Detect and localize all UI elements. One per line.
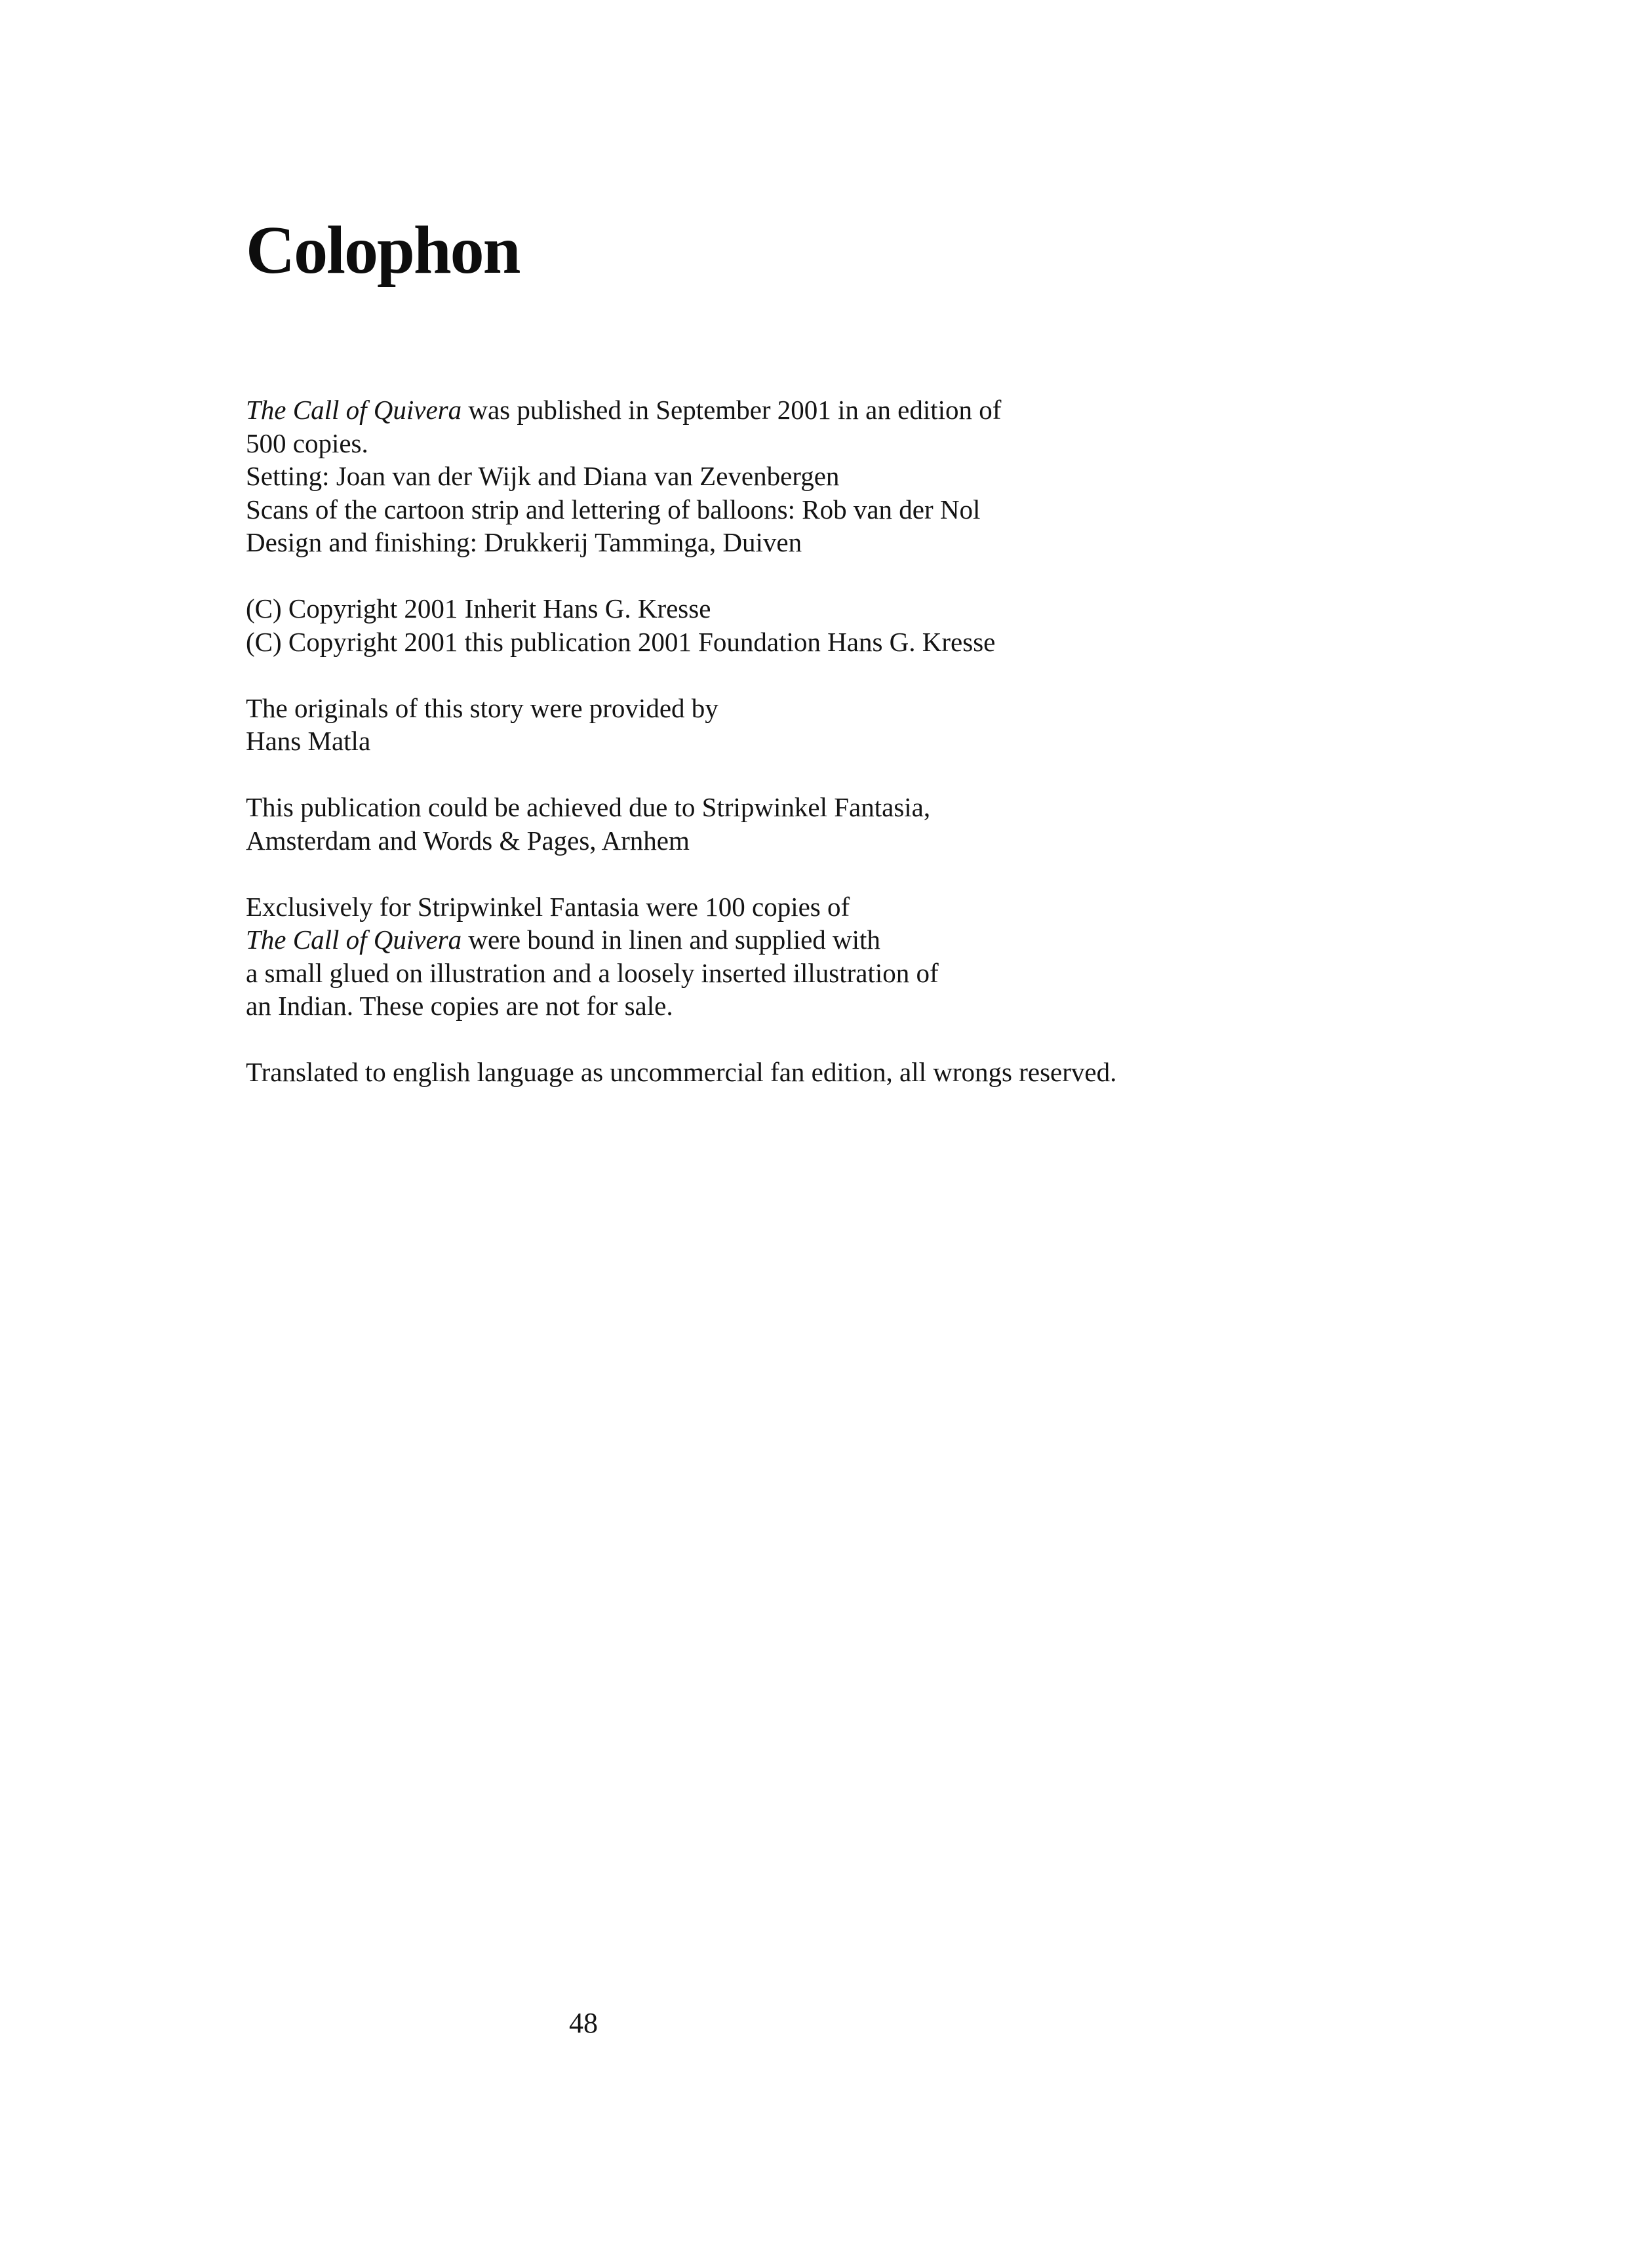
colophon-body bbox=[246, 393, 1491, 1122]
text-line: a small glued on illustration and a loosely inserted illustration of bbox=[246, 957, 939, 988]
text-line: The Call of Quivera were bound in linen and supplied with bbox=[246, 924, 880, 955]
text-line: Exclusively for Stripwinkel Fantasia were 100 copies of bbox=[246, 891, 850, 922]
text-line: Translated to english language as uncommercial fan edition, all wrongs reserved. bbox=[246, 1057, 1117, 1087]
text-line: This publication could be achieved due to Stripwinkel Fantasia, bbox=[246, 792, 931, 822]
text-line: Scans of the cartoon strip and lettering of balloons: Rob van der Nol bbox=[246, 494, 981, 525]
text-line: Hans Matla bbox=[246, 726, 371, 756]
text-line: (C) Copyright 2001 this publication 2001 Foundation Hans G. Kresse bbox=[246, 626, 996, 657]
text-line: Amsterdam and Words & Pages, Arnhem bbox=[246, 825, 690, 856]
book-title-italic: The Call of Quivera bbox=[246, 924, 462, 955]
originals-paragraph bbox=[246, 692, 1491, 758]
copyright-paragraph bbox=[246, 592, 1491, 658]
text-line: (C) Copyright 2001 Inherit Hans G. Kresse bbox=[246, 593, 711, 624]
text-line: The originals of this story were provided by bbox=[246, 692, 718, 723]
acknowledgement-paragraph bbox=[246, 791, 1491, 857]
translation-note-paragraph bbox=[246, 1056, 1491, 1089]
publication-details-paragraph bbox=[246, 393, 1491, 559]
text-line: an Indian. These copies are not for sale. bbox=[246, 991, 673, 1021]
text-line: The Call of Quivera was published in September 2001 in an edition of bbox=[246, 395, 1002, 425]
text-line: 500 copies. bbox=[246, 427, 368, 458]
page-title: Colophon bbox=[246, 212, 520, 288]
book-title-italic: The Call of Quivera bbox=[246, 395, 462, 425]
exclusive-edition-paragraph bbox=[246, 890, 1491, 1023]
text-line: Setting: Joan van der Wijk and Diana van Zevenbergen bbox=[246, 461, 840, 491]
text-line: Design and finishing: Drukkerij Tamminga, Duiven bbox=[246, 527, 802, 557]
page-number: 48 bbox=[569, 2007, 598, 2039]
